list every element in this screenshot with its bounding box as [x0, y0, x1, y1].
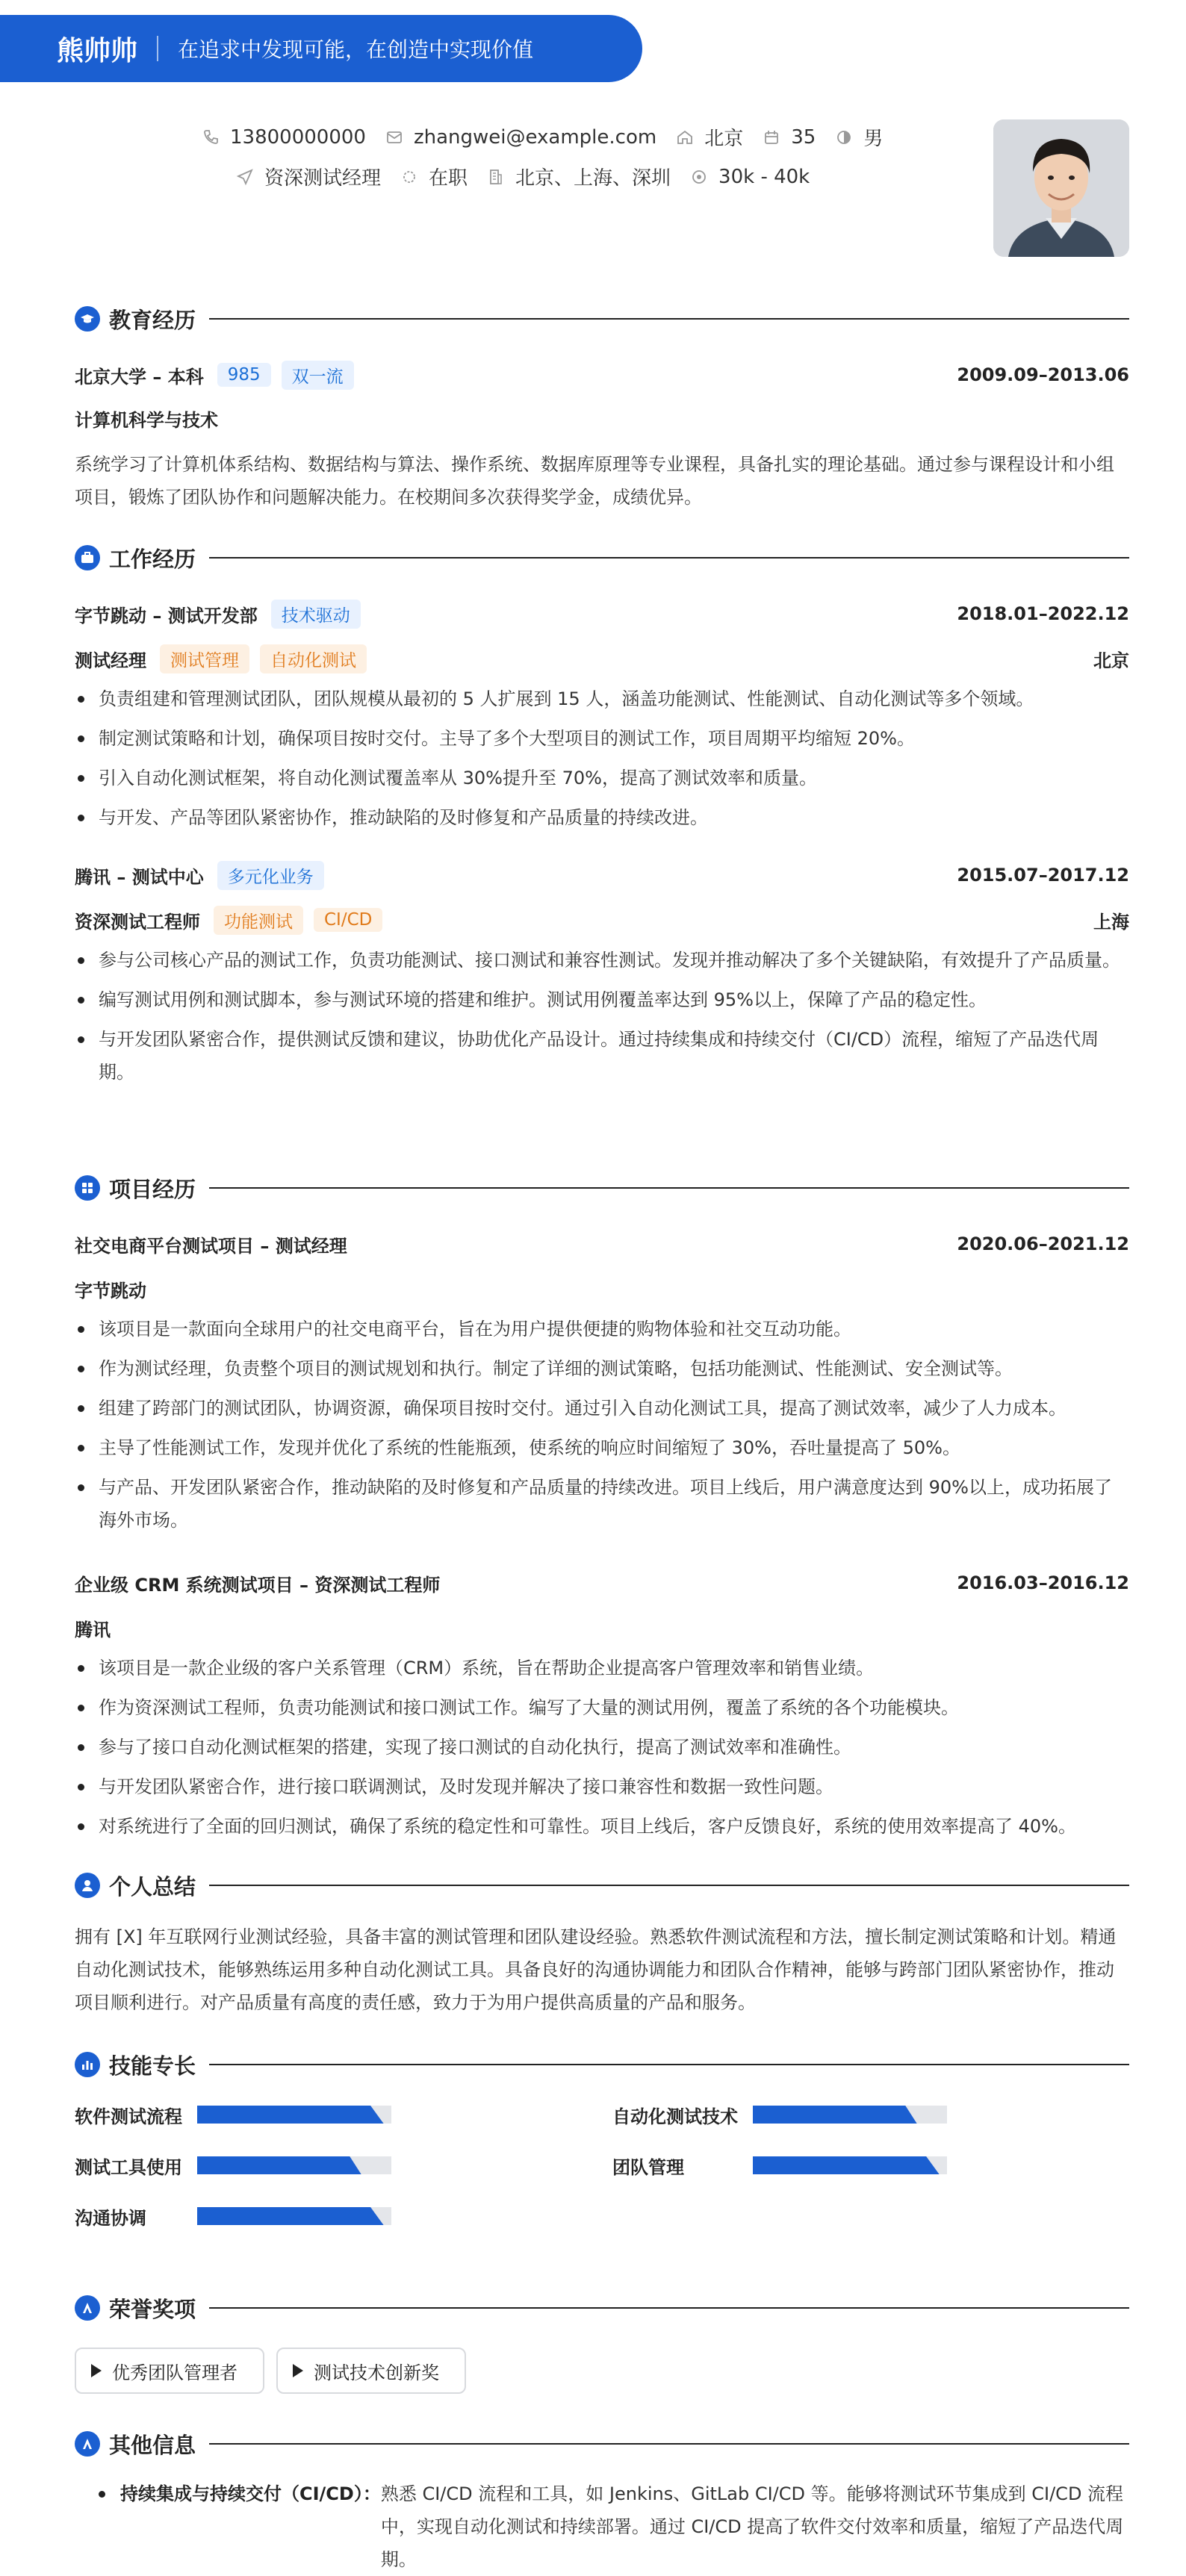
school-tag: 双一流	[282, 361, 354, 390]
education-description: 系统学习了计算机体系结构、数据结构与算法、操作系统、数据库原理等专业课程，具备扎实的理论基础。通过参与课程设计和小组项目，锻炼了团队协作和问题解决能力。在校期间多次获得奖学金，成绩优异。	[75, 454, 1114, 508]
section-divider	[209, 2064, 1129, 2065]
mail-icon	[385, 128, 403, 146]
skill-name: 沟通协调	[75, 2207, 146, 2229]
company-name: 字节跳动 – 测试开发部	[75, 605, 258, 626]
contact-row-1	[202, 123, 902, 151]
bar-chart-icon	[75, 2052, 100, 2077]
email-address: zhangwei@example.com	[413, 125, 657, 149]
summary-section-header	[75, 1867, 1129, 1904]
list-item: 负责组建和管理测试团队，团队规模从最初的 5 人扩展到 15 人，涵盖功能测试、性能测试、自动化测试等多个领域。	[75, 682, 1129, 715]
skill-bar	[753, 2156, 947, 2174]
award-name: 优秀团队管理者	[112, 2362, 237, 2383]
major-name: 计算机科学与技术	[75, 409, 218, 431]
other-section-header	[75, 2425, 1129, 2463]
job-city: 上海	[1093, 911, 1129, 933]
skill-item	[612, 2150, 947, 2180]
list-item: 制定测试策略和计划，确保项目按时交付。主导了多个大型项目的测试工作，项目周期平均缩短 20%。	[75, 722, 1129, 755]
project-name: 社交电商平台测试项目 – 测试经理	[75, 1235, 347, 1257]
skill-bar-fill	[197, 2106, 384, 2124]
project-org: 字节跳动	[75, 1280, 146, 1301]
bullet-dot	[99, 2491, 105, 2498]
age-value: 35	[791, 125, 816, 149]
project-section-header	[75, 1169, 1129, 1207]
target-position: 资深测试经理	[264, 167, 382, 190]
building-icon	[487, 168, 505, 186]
work-company-row	[75, 860, 1129, 890]
other-info-label: 持续集成与持续交付（CI/CD）：	[120, 2483, 381, 2504]
project-org-row	[75, 1274, 1129, 1304]
awards-section-header	[75, 2289, 1129, 2327]
other-info-item	[75, 2477, 1129, 2576]
list-item: 主导了性能测试工作，发现并优化了系统的性能瓶颈，使系统的响应时间缩短了 30%，吞吐量提高了 50%。	[75, 1431, 1129, 1464]
job-tag: 功能测试	[214, 906, 303, 935]
list-item: 引入自动化测试框架，将自动化测试覆盖率从 30%提升至 70%，提高了测试效率和质量。	[75, 762, 1129, 794]
project-date: 2020.06–2021.12	[957, 1233, 1129, 1254]
list-item: 与产品、开发团队紧密合作，推动缺陷的及时修复和产品质量的持续改进。项目上线后，用户满意度达到 90%以上，成功拓展了海外市场。	[75, 1471, 1129, 1537]
award-icon	[75, 2295, 100, 2321]
candidate-name: 熊帅帅	[57, 35, 138, 66]
skill-bar-fill	[753, 2106, 917, 2124]
work-company-row	[75, 599, 1129, 629]
play-icon	[91, 2364, 102, 2377]
avatar-portrait-icon	[993, 119, 1129, 257]
job-title: 资深测试工程师	[75, 911, 200, 933]
play-icon	[293, 2364, 303, 2377]
section-title: 荣誉奖项	[109, 2296, 196, 2322]
phone-number: 13800000000	[230, 125, 366, 149]
award-name: 测试技术创新奖	[314, 2362, 439, 2383]
job-tag: 测试管理	[160, 644, 249, 673]
project-org-row	[75, 1613, 1129, 1643]
job-title: 测试经理	[75, 650, 146, 671]
education-heading-row	[75, 360, 1129, 390]
profile-photo	[993, 119, 1129, 257]
skill-bar	[197, 2156, 391, 2174]
skill-name: 团队管理	[612, 2156, 684, 2178]
cities-info	[487, 163, 671, 190]
project-bullets	[75, 1652, 1129, 1849]
project-date: 2016.03–2016.12	[957, 1572, 1129, 1593]
header-divider	[157, 36, 158, 61]
work-bullets	[75, 944, 1129, 1095]
position-info	[236, 163, 381, 190]
job-tag: CI/CD	[314, 908, 382, 932]
section-title: 项目经历	[109, 1176, 196, 1202]
company-name: 腾讯 – 测试中心	[75, 866, 204, 888]
school-tag: 985	[217, 363, 271, 387]
school-name: 北京大学 – 本科	[75, 366, 204, 388]
skill-name: 软件测试流程	[75, 2106, 182, 2127]
work-title-row	[75, 905, 1129, 935]
list-item: 对系统进行了全面的回归测试，确保了系统的稳定性和可靠性。项目上线后，客户反馈良好，系统的使用效率提高了 40%。	[75, 1810, 1129, 1843]
list-item: 与开发团队紧密合作，提供测试反馈和建议，协助优化产品设计。通过持续集成和持续交付（CI/CD）流程，缩短了产品迭代周期。	[75, 1023, 1129, 1089]
major-row	[75, 403, 1129, 433]
section-divider	[209, 318, 1129, 320]
skills-section-header	[75, 2046, 1129, 2083]
section-divider	[209, 1885, 1129, 1886]
skill-item	[75, 2201, 391, 2231]
list-item: 该项目是一款企业级的客户关系管理（CRM）系统，旨在帮助企业提高客户管理效率和销售业绩。	[75, 1652, 1129, 1684]
other-info-value: 熟悉 CI/CD 流程和工具，如 Jenkins、GitLab CI/CD 等。能够将测试环节集成到 CI/CD 流程中，实现自动化测试和持续部署。通过 CI/CD 提高了软件交付效率和质量，缩短了产品迭代周期。	[380, 2483, 1124, 2570]
skill-name: 自动化测试技术	[612, 2106, 738, 2127]
skill-bar-fill	[753, 2156, 940, 2174]
section-divider	[209, 557, 1129, 559]
work-date: 2015.07–2017.12	[957, 865, 1129, 886]
job-city: 北京	[1093, 650, 1129, 671]
salary-info	[690, 166, 810, 188]
skill-item	[75, 2150, 391, 2180]
list-item: 作为资深测试工程师，负责功能测试和接口测试工作。编写了大量的测试用例，覆盖了系统的各个功能模块。	[75, 1691, 1129, 1724]
target-cities: 北京、上海、深圳	[515, 167, 671, 190]
gender-value: 男	[863, 128, 884, 150]
section-divider	[209, 2443, 1129, 2445]
section-title: 个人总结	[109, 1873, 196, 1900]
send-icon	[236, 168, 254, 186]
list-item: 该项目是一款面向全球用户的社交电商平台，旨在为用户提供便捷的购物体验和社交互动功能。	[75, 1313, 1129, 1345]
education-date: 2009.09–2013.06	[957, 364, 1129, 385]
project-heading-row	[75, 1229, 1129, 1259]
list-item: 编写测试用例和测试脚本，参与测试环境的搭建和维护。测试用例覆盖率达到 95%以上，保障了产品的稳定性。	[75, 983, 1129, 1016]
section-title: 工作经历	[109, 546, 196, 572]
work-section-header	[75, 539, 1129, 576]
skill-name: 测试工具使用	[75, 2156, 182, 2178]
section-title: 教育经历	[109, 307, 196, 333]
work-title-row	[75, 644, 1129, 673]
skill-bar-fill	[197, 2156, 361, 2174]
home-city: 北京	[704, 128, 744, 150]
user-icon	[75, 1873, 100, 1898]
job-status: 在职	[429, 167, 468, 190]
info-icon	[75, 2431, 100, 2457]
job-tag: 自动化测试	[260, 644, 367, 673]
skill-bar	[197, 2106, 391, 2124]
skill-item	[75, 2100, 391, 2129]
contact-row-2	[236, 163, 829, 190]
project-heading-row	[75, 1568, 1129, 1598]
work-date: 2018.01–2022.12	[957, 603, 1129, 624]
section-title: 其他信息	[109, 2432, 196, 2458]
skill-bar	[197, 2207, 391, 2225]
project-org: 腾讯	[75, 1619, 111, 1640]
skill-bar	[753, 2106, 947, 2124]
company-tag: 技术驱动	[271, 600, 361, 629]
award-chip	[276, 2348, 466, 2394]
project-bullets	[75, 1313, 1129, 1543]
gender-info	[835, 123, 883, 151]
list-item: 参与公司核心产品的测试工作，负责功能测试、接口测试和兼容性测试。发现并推动解决了多个关键缺陷，有效提升了产品质量。	[75, 944, 1129, 977]
status-info	[400, 163, 468, 190]
summary-text: 拥有 [X] 年互联网行业测试经验，具备丰富的测试管理和团队建设经验。熟悉软件测试流程和方法，擅长制定测试策略和计划。精通自动化测试技术，能够熟练运用多种自动化测试工具。具备良好的沟通协调能力和团队合作精神，能够与跨部门团队紧密协作，推动项目顺利进行。对产品质量有高度的责任感，致力于为用户提供高质量的产品和服务。	[75, 1926, 1117, 2013]
list-item: 作为测试经理，负责整个项目的测试规划和执行。制定了详细的测试策略，包括功能测试、性能测试、安全测试等。	[75, 1352, 1129, 1385]
age-info	[763, 126, 816, 149]
salary-icon	[690, 168, 708, 186]
email-info	[385, 126, 656, 149]
project-name: 企业级 CRM 系统测试项目 – 资深测试工程师	[75, 1574, 441, 1596]
skill-item	[612, 2100, 947, 2129]
award-chip	[75, 2348, 264, 2394]
section-title: 技能专长	[109, 2053, 196, 2079]
status-icon	[400, 168, 418, 186]
list-item: 参与了接口自动化测试框架的搭建，实现了接口测试的自动化执行，提高了测试效率和准确性。	[75, 1731, 1129, 1764]
gender-icon	[835, 128, 853, 146]
list-item: 与开发、产品等团队紧密协作，推动缺陷的及时修复和产品质量的持续改进。	[75, 801, 1129, 834]
work-bullets	[75, 682, 1129, 841]
section-divider	[209, 1187, 1129, 1189]
graduation-cap-icon	[75, 306, 100, 332]
list-item: 组建了跨部门的测试团队，协调资源，确保项目按时交付。通过引入自动化测试工具，提高了测试效率，减少了人力成本。	[75, 1392, 1129, 1425]
list-item: 与开发团队紧密合作，进行接口联调测试，及时发现并解决了接口兼容性和数据一致性问题。	[75, 1770, 1129, 1803]
expected-salary: 30k - 40k	[718, 165, 810, 188]
phone-info	[202, 126, 366, 149]
header-banner	[0, 15, 642, 82]
education-section-header	[75, 300, 1129, 337]
calendar-icon	[763, 128, 780, 146]
section-divider	[209, 2307, 1129, 2309]
company-tag: 多元化业务	[217, 861, 324, 890]
phone-icon	[202, 128, 220, 146]
home-icon	[676, 128, 694, 146]
candidate-motto: 在追求中发现可能，在创造中实现价值	[178, 37, 534, 62]
home-info	[676, 123, 743, 151]
grid-icon	[75, 1175, 100, 1201]
briefcase-icon	[75, 545, 100, 570]
skill-bar-fill	[197, 2207, 384, 2225]
